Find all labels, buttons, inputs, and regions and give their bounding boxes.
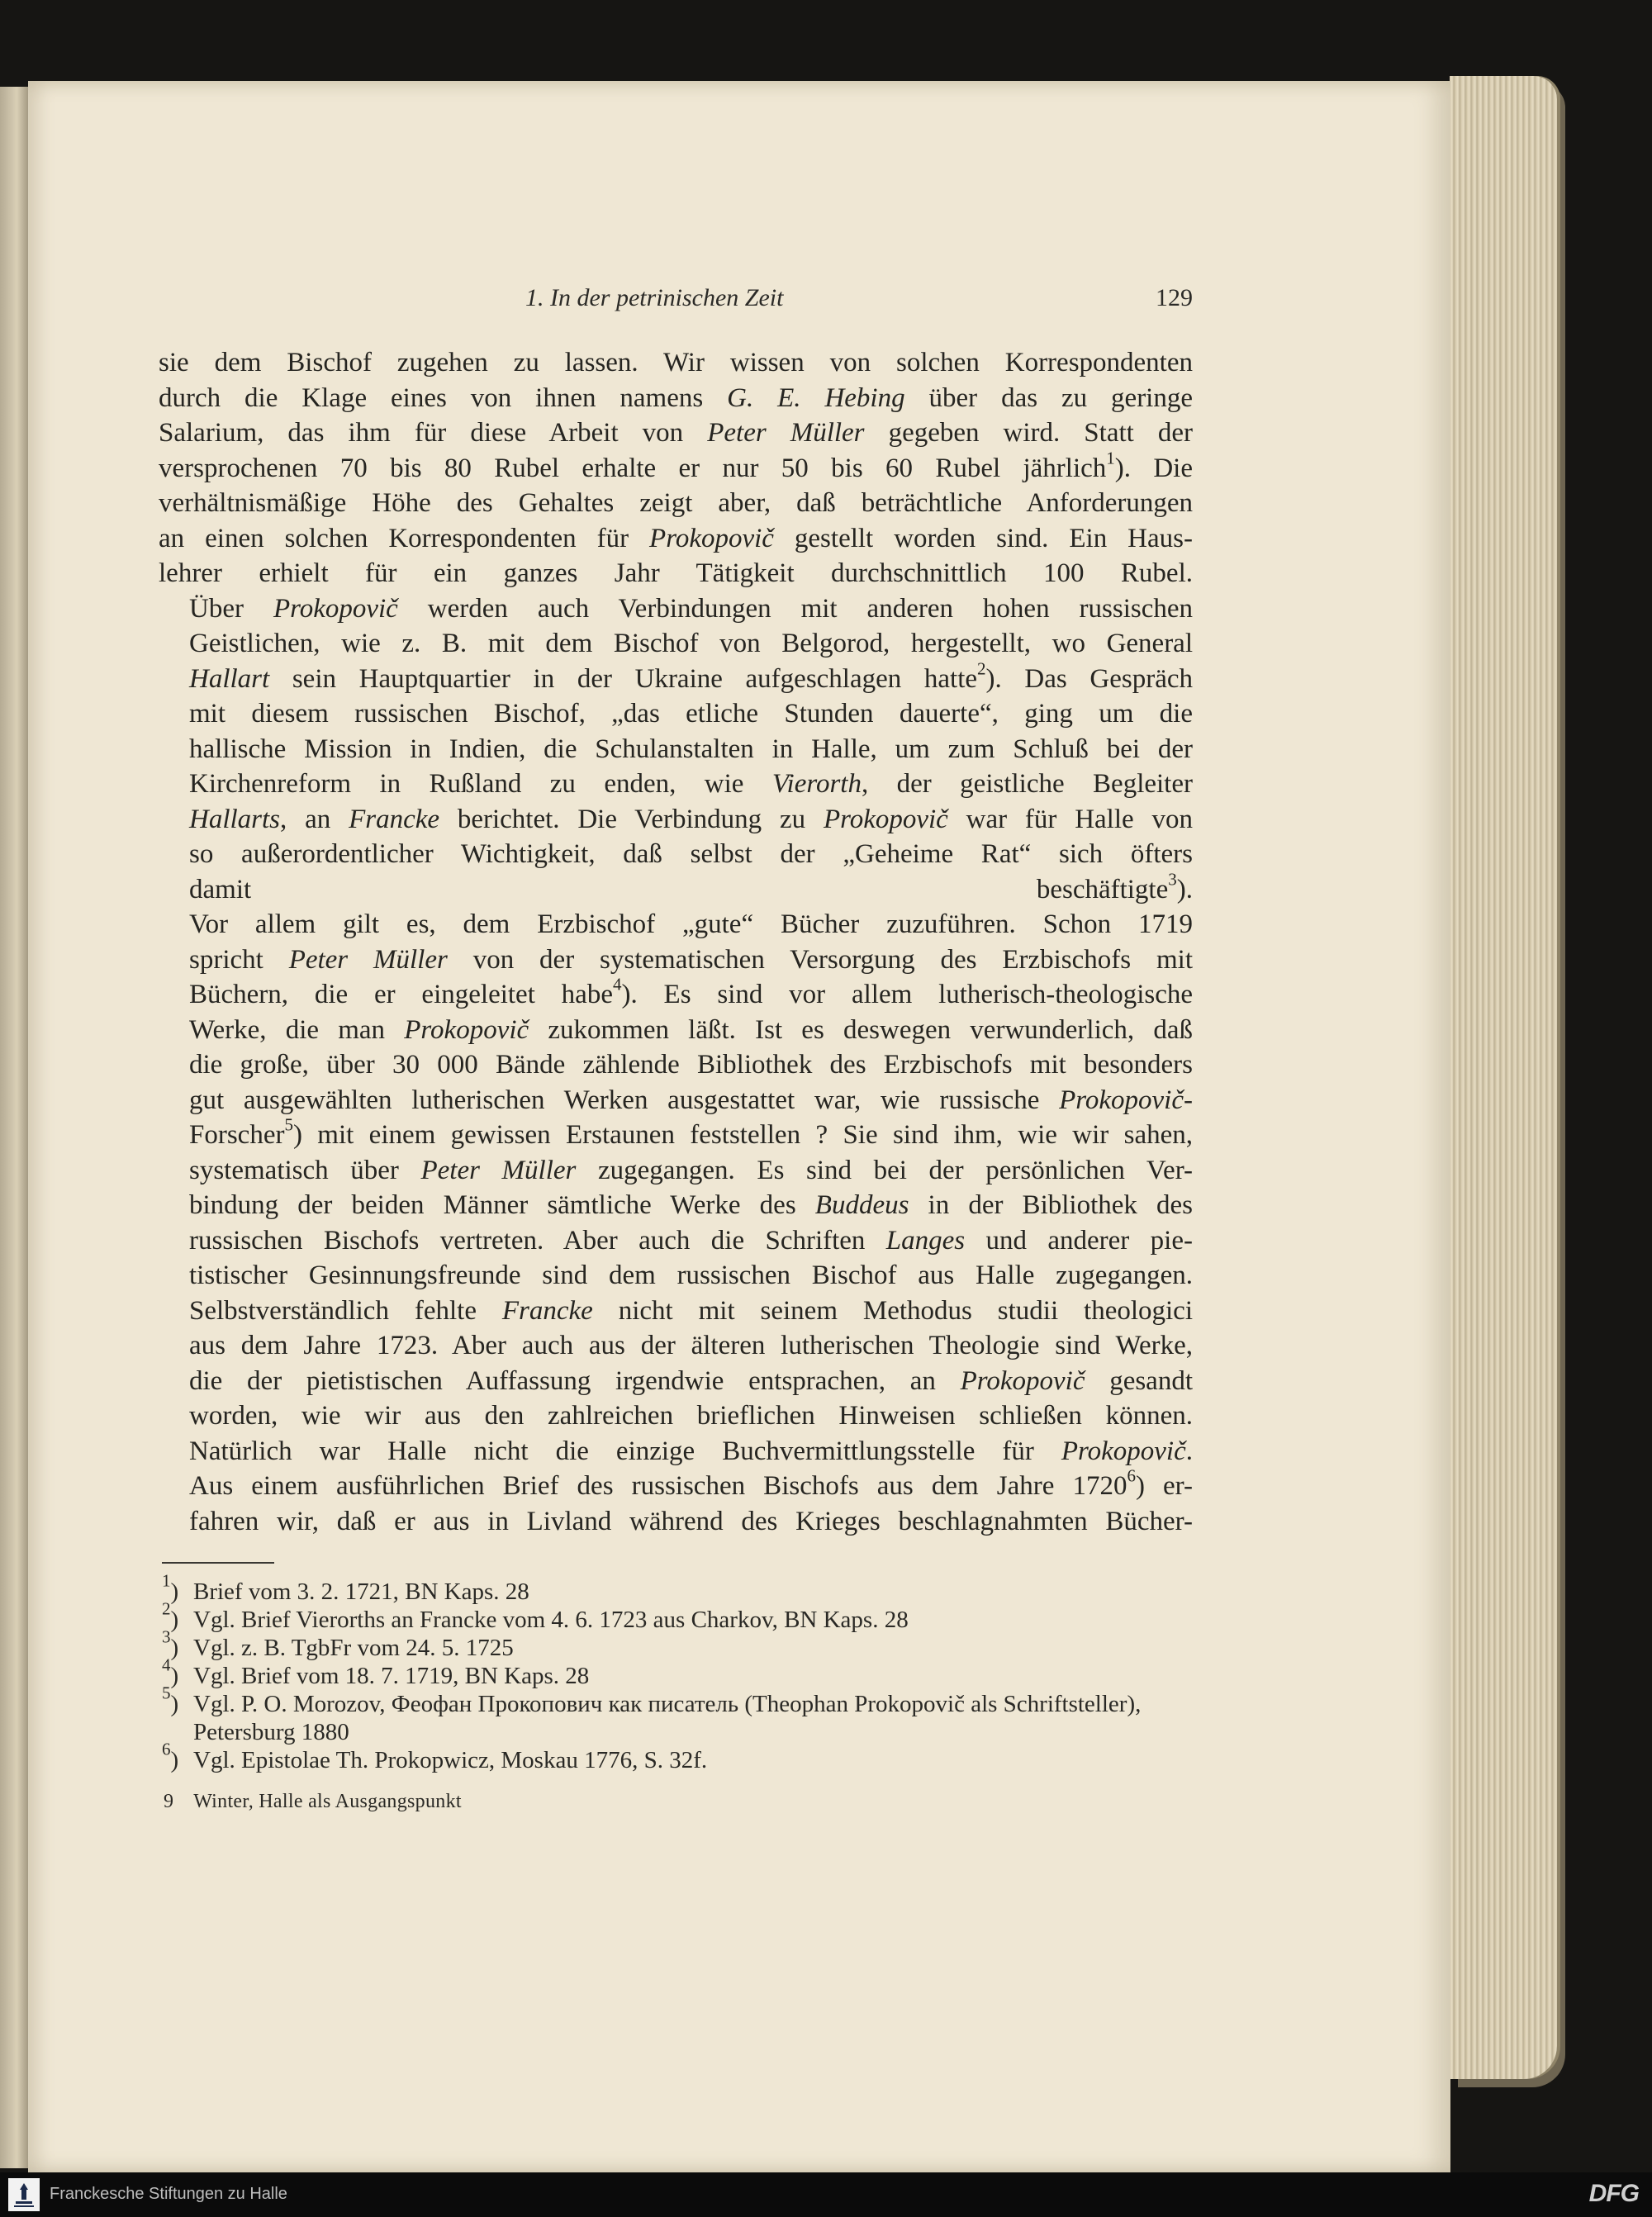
printer-signature — [164, 1791, 462, 1813]
footnote-text: Brief vom 3. 2. 1721, BN Kaps. 28 — [193, 1578, 529, 1605]
text-line: lehrer erhielt für ein ganzes Jahr Tätigkeit durchschnittlich 100 Rubel. — [159, 558, 1193, 588]
footnote-1 — [162, 1570, 1194, 1606]
text-line: hallische Mission in Indien, die Schulanstalten in Halle, um zum Schluß bei der — [189, 733, 1193, 764]
body-paragraph — [159, 907, 1193, 1539]
body-paragraph — [159, 345, 1193, 591]
franckesche-stiftungen-logo-icon — [8, 2178, 40, 2211]
text-line: an einen solchen Korrespondenten für Prokopovič gestellt worden sind. Ein Haus- — [159, 523, 1193, 553]
text-line: Hallarts, an Francke berichtet. Die Verbindung zu Prokopovič war für Halle von — [189, 804, 1193, 834]
text-line: fahren wir, daß er aus in Livland während des Krieges beschlagnahmten Bücher- — [189, 1506, 1193, 1536]
dfg-logo: DFG — [1588, 2180, 1639, 2207]
text-line: versprochenen 70 bis 80 Rubel erhalte er nur 50 bis 60 Rubel jährlich$^1$). Die — [159, 447, 1194, 483]
text-line: Geistlichen, wie z. B. mit dem Bischof von Belgorod, hergestellt, wo General — [189, 629, 1193, 658]
text-line: so außerordentlicher Wichtigkeit, daß selbst der „Geheime Rat“ sich öfters — [189, 839, 1193, 869]
text-line: durch die Klage eines von ihnen namens G. E. Hebing über das zu geringe — [159, 382, 1193, 413]
text-line: systematisch über Peter Müller zugegangen. Es sind bei der persönlichen Ver- — [189, 1155, 1194, 1185]
text-line: Vor allem gilt es, dem Erzbischof „gute“ Bücher zuzuführen. Schon 1719 — [189, 909, 1193, 939]
footnote-marker: $^1$) — [162, 1570, 179, 1605]
text-line: Natürlich war Halle nicht die einzige Buchvermittlungsstelle für Prokopovič. — [189, 1436, 1193, 1466]
footnote-text: Vgl. z. B. TgbFr vom 24. 5. 1725 — [193, 1635, 514, 1661]
footnote-5 — [162, 1683, 1194, 1746]
text-line: worden, wie wir aus den zahlreichen brieflichen Hinweisen schließen können. — [189, 1401, 1193, 1431]
footnote-marker: $^6$) — [162, 1739, 179, 1773]
footnote-marker: $^5$) — [162, 1683, 179, 1717]
text-line: Forscher$^5$) mit einem gewissen Erstaunen feststellen ? Sie sind ihm, wie wir sahen, — [189, 1114, 1193, 1150]
signature-number: 9 — [164, 1791, 174, 1812]
footnote-marker: $^3$) — [162, 1626, 179, 1661]
footnote-2 — [162, 1598, 1194, 1634]
text-line: Selbstverständlich fehlte Francke nicht mit seinem Methodus studii theologici — [189, 1295, 1193, 1326]
body-text — [159, 345, 1193, 1539]
signature-text: Winter, Halle als Ausgangspunkt — [193, 1791, 462, 1812]
footnote-3 — [162, 1626, 1194, 1662]
text-line: verhältnismäßige Höhe des Gehaltes zeigt aber, daß beträchtliche Anforderungen — [159, 488, 1193, 518]
text-line: Hallart sein Hauptquartier in der Ukraine aufgeschlagen hatte$^2$). Das Gespräch — [189, 658, 1193, 694]
text-line: bindung der beiden Männer sämtliche Werke des Buddeus in der Bibliothek des — [189, 1190, 1193, 1220]
text-line: Über Prokopovič werden auch Verbindungen mit anderen hohen russischen — [189, 593, 1194, 624]
text-line: Kirchenreform in Rußland zu enden, wie Vierorth, der geistliche Begleiter — [189, 769, 1193, 799]
text-line: Werke, die man Prokopovič zukommen läßt. Ist es deswegen verwunderlich, daß — [189, 1014, 1193, 1045]
page-number: 129 — [1156, 284, 1193, 311]
page-stack-edge — [1450, 76, 1557, 2079]
text-line: damit beschäftigte$^3$). — [189, 868, 1193, 904]
institution-name: Franckesche Stiftungen zu Halle — [50, 2185, 287, 2203]
text-line: aus dem Jahre 1723. Aber auch aus der älteren lutherischen Theologie sind Werke, — [189, 1331, 1193, 1360]
footnote-marker: $^2$) — [162, 1598, 179, 1633]
footnote-marker: $^4$) — [162, 1654, 179, 1689]
text-line: russischen Bischofs vertreten. Aber auch die Schriften Langes und anderer pie- — [189, 1225, 1193, 1256]
chapter-title: 1. In der petrinischen Zeit — [525, 284, 784, 311]
footnote-text: Vgl. Epistolae Th. Prokopwicz, Moskau 1776, S. 32f. — [193, 1747, 708, 1773]
text-line: spricht Peter Müller von der systematischen Versorgung des Erzbischofs mit — [189, 944, 1193, 975]
footnote-6 — [162, 1739, 1194, 1774]
footnote-text: Vgl. Brief Vierorths an Francke vom 4. 6. 1723 aus Charkov, BN Kaps. 28 — [193, 1607, 909, 1633]
footnote-rule — [162, 1562, 274, 1564]
text-line: Salarium, das ihm für diese Arbeit von Peter Müller gegeben wird. Statt der — [159, 418, 1193, 448]
footnote-4 — [162, 1654, 1194, 1690]
previous-page-edge — [0, 87, 30, 2168]
text-line: gut ausgewählten lutherischen Werken ausgestattet war, wie russische Prokopovič- — [189, 1085, 1193, 1115]
text-line: Aus einem ausführlichen Brief des russischen Bischofs aus dem Jahre 1720$^6$) er- — [189, 1465, 1193, 1501]
body-paragraph — [159, 591, 1193, 908]
text-line: die große, über 30 000 Bände zählende Bibliothek des Erzbischofs mit besonders — [189, 1050, 1193, 1080]
footnote-text: Vgl. Brief vom 18. 7. 1719, BN Kaps. 28 — [193, 1663, 590, 1689]
running-head — [525, 284, 1193, 320]
text-line: sie dem Bischof zugehen zu lassen. Wir wissen von solchen Korrespondenten — [159, 348, 1193, 377]
footnotes — [162, 1570, 1194, 1774]
footnote-text: Vgl. P. O. Morozov, Феофан Прокопович как писатель (Theophan Prokopovič als Schriftsteller), Petersburg 1880 — [193, 1691, 1142, 1745]
text-line: tistischer Gesinnungsfreunde sind dem russischen Bischof aus Halle zugegangen. — [189, 1260, 1193, 1290]
text-line: Büchern, die er eingeleitet habe$^4$). Es sind vor allem lutherisch-theologische — [189, 974, 1193, 1009]
text-line: die der pietistischen Auffassung irgendwie entsprachen, an Prokopovič gesandt — [189, 1365, 1193, 1396]
text-line: mit diesem russischen Bischof, „das etliche Stunden dauerte“, ging um die — [189, 699, 1193, 729]
